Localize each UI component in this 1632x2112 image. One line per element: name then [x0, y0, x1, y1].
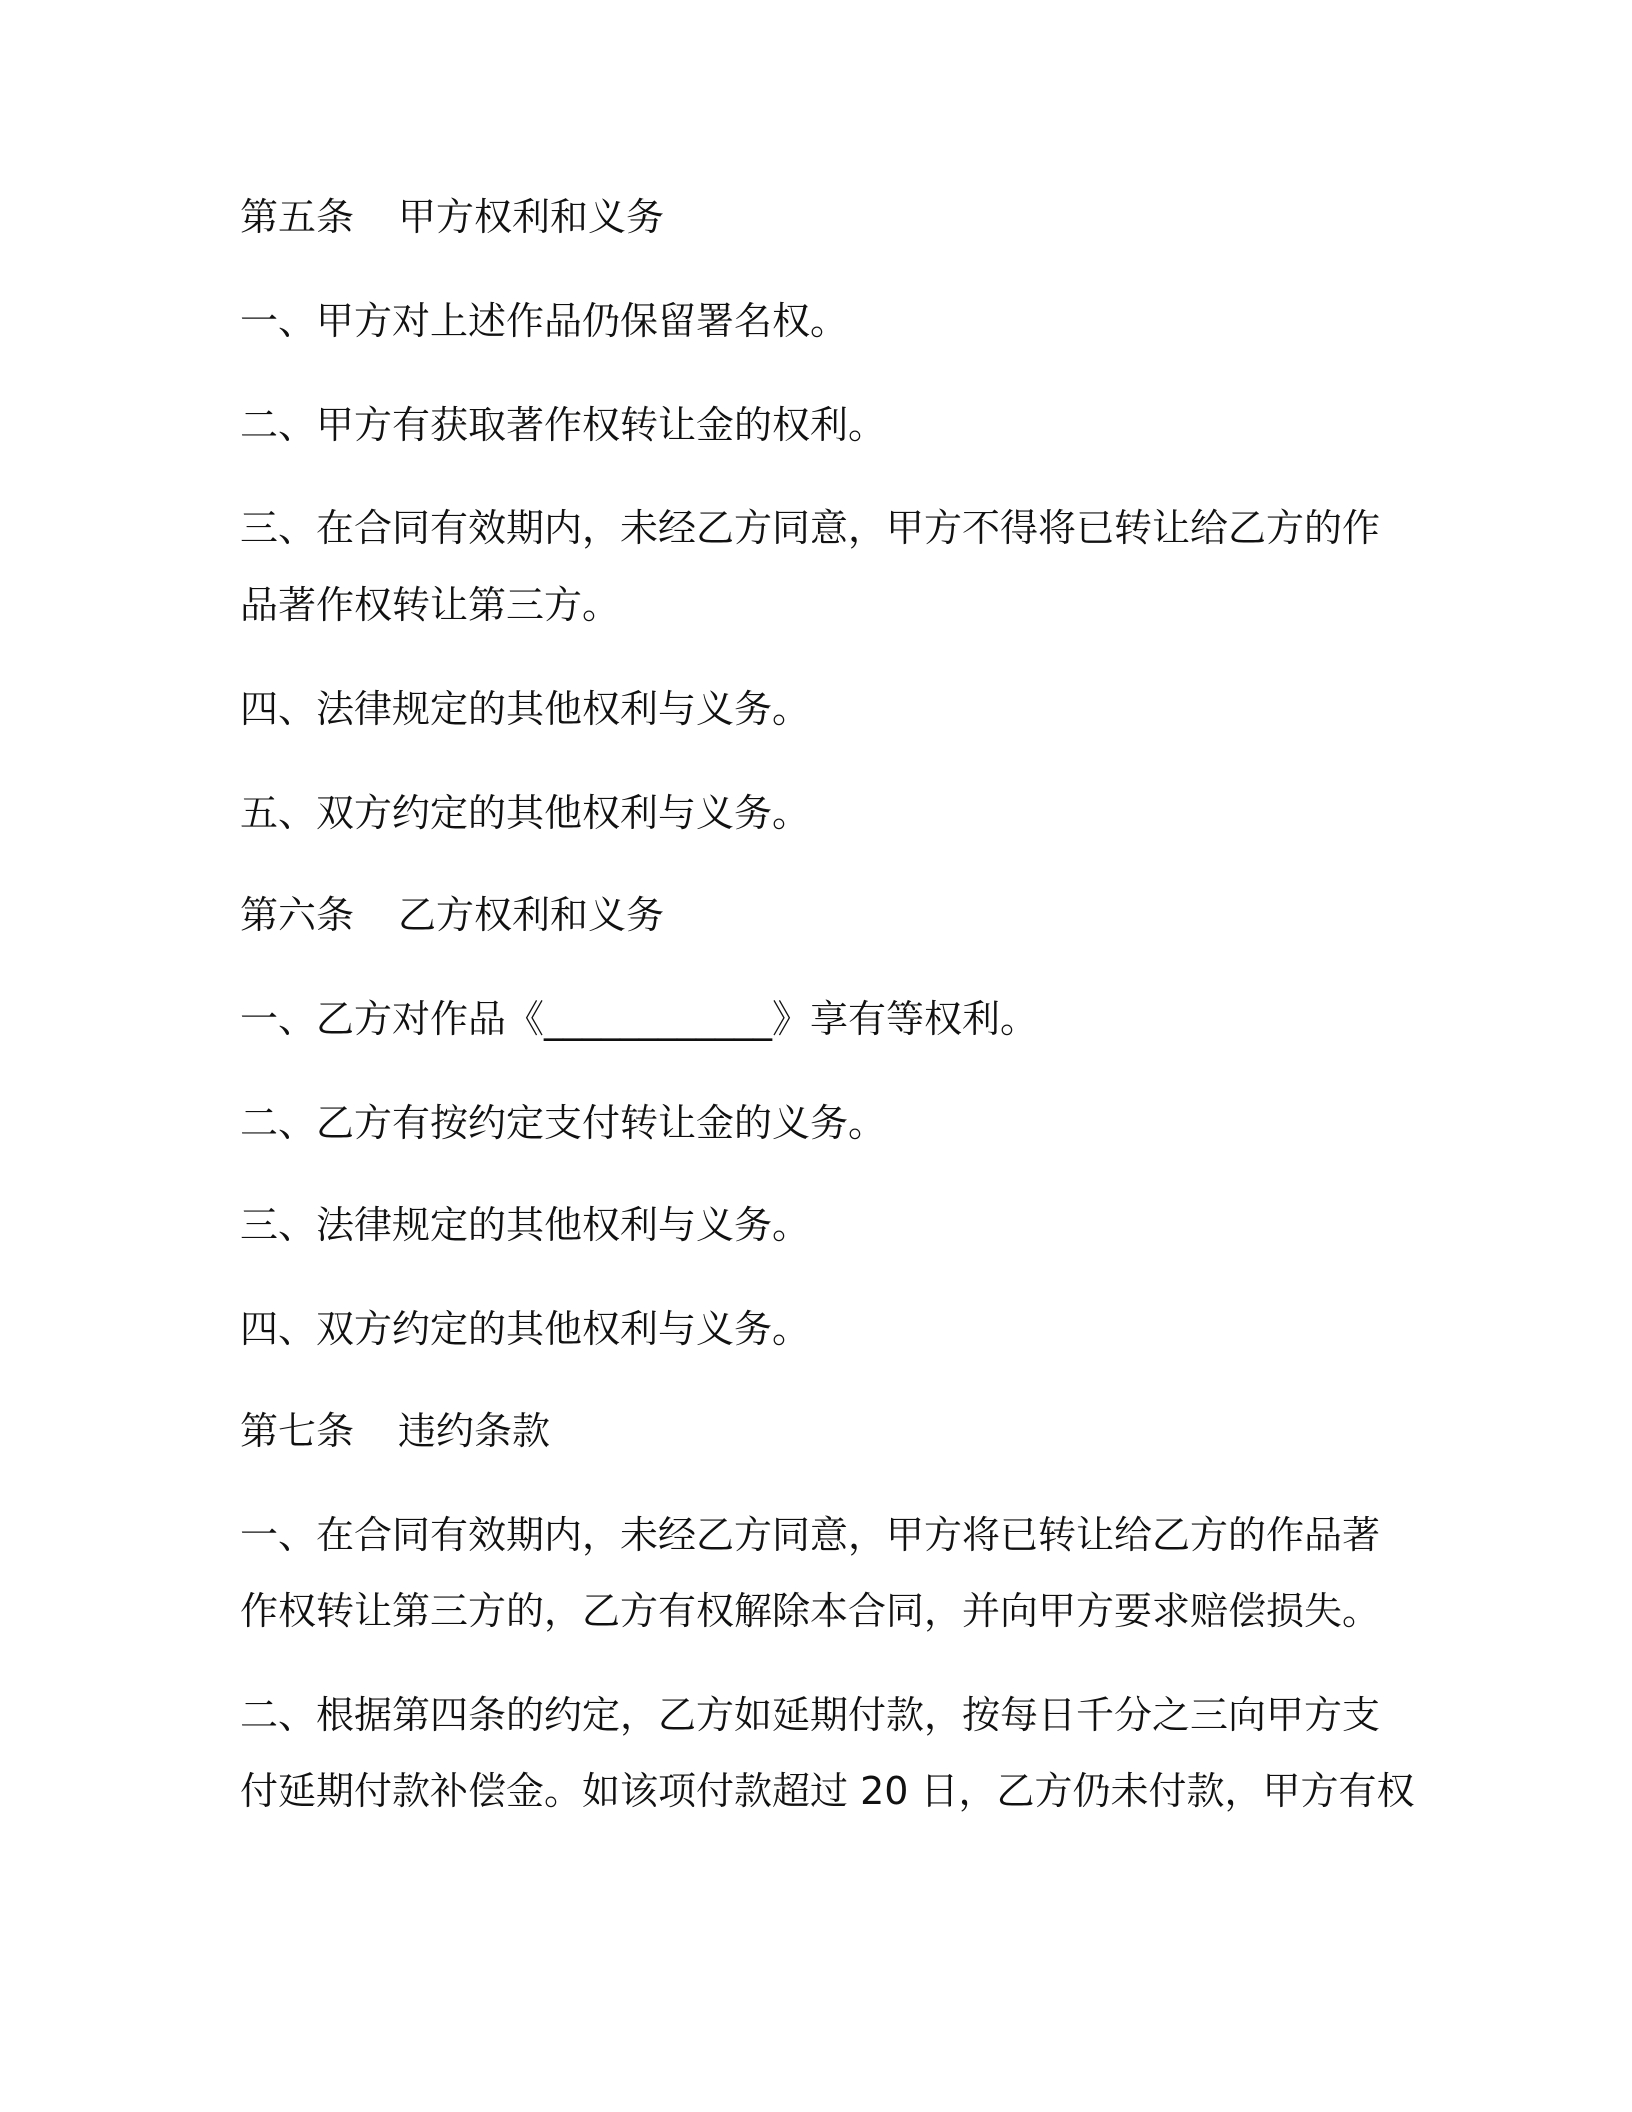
clause-line: 二、乙方有按约定支付转让金的义务。 — [240, 1101, 887, 1145]
clause-line: 五、双方约定的其他权利与义务。 — [240, 791, 811, 835]
clause-line: 作权转让第三方的，乙方有权解除本合同，并向甲方要求赔偿损失。 — [240, 1589, 1381, 1633]
article-title: 乙方权利和义务 — [398, 893, 665, 937]
clause-line: 三、法律规定的其他权利与义务。 — [240, 1203, 811, 1247]
clause-line: 四、双方约定的其他权利与义务。 — [240, 1307, 811, 1351]
article-number: 第六条 — [240, 893, 355, 937]
clause-line: 一、在合同有效期内，未经乙方同意，甲方将已转让给乙方的作品著 — [240, 1513, 1381, 1557]
article-heading — [240, 890, 1392, 940]
article-number: 第五条 — [240, 195, 355, 239]
clause-line: 付延期付款补偿金。如该项付款超过 20 日，乙方仍未付款，甲方有权 — [240, 1769, 1415, 1813]
article-title: 甲方权利和义务 — [398, 195, 665, 239]
clause-line: 品著作权转让第三方。 — [240, 583, 621, 627]
article-heading — [240, 192, 1392, 242]
article-title: 违约条款 — [398, 1409, 551, 1453]
clause-line: 一、甲方对上述作品仍保留署名权。 — [240, 299, 849, 343]
clause-line: 二、甲方有获取著作权转让金的权利。 — [240, 403, 887, 447]
clause-line: 三、在合同有效期内，未经乙方同意，甲方不得将已转让给乙方的作 — [240, 506, 1381, 550]
clause-line: 一、乙方对作品《____________》享有等权利。 — [240, 997, 1039, 1041]
article-heading — [240, 1406, 1392, 1456]
article-number: 第七条 — [240, 1409, 355, 1453]
clause-line: 二、根据第四条的约定，乙方如延期付款，按每日千分之三向甲方支 — [240, 1693, 1381, 1737]
clause-line: 四、法律规定的其他权利与义务。 — [240, 687, 811, 731]
